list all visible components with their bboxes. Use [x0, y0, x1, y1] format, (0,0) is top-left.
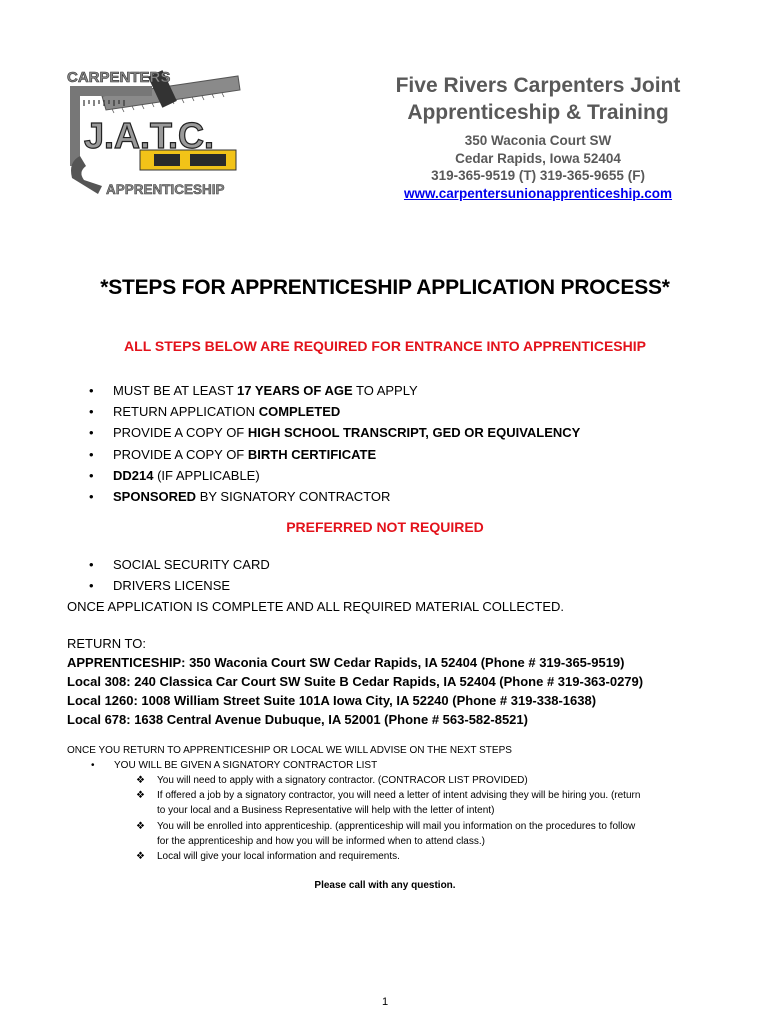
logo-main-text: J.A.T.C.: [84, 115, 215, 156]
diamond-bullet-icon: ❖: [136, 790, 145, 801]
organization-info: [382, 72, 694, 202]
diamond-bullet-icon: ❖: [136, 775, 145, 786]
org-name-line2: Apprenticeship & Training: [407, 101, 669, 124]
list-item: • MUST BE AT LEAST 17 YEARS OF AGE TO APPLY: [86, 380, 580, 401]
list-item: • PROVIDE A COPY OF BIRTH CERTIFICATE: [86, 444, 580, 465]
jatc-logo: [62, 66, 242, 200]
required-heading: ALL STEPS BELOW ARE REQUIRED FOR ENTRANCE INTO APPRENTICESHIP: [124, 338, 646, 354]
location-local-1260: Local 1260: 1008 William Street Suite 101A Iowa City, IA 52240 (Phone # 319-338-1638): [67, 693, 597, 708]
document-page: CARPENTERS J.A.T.C. APPRENTICESHIP Five Rivers Carpenters Joint Apprenticeship & Training 350 Waconia Court SW Cedar Rapids, Iowa 52404 319-365-9519 (T) 319-365-9655 (F) www.carpentersunionapprenticeship.com *STEPS FOR APPRENTICESHIP APPLICATION PROCESS* ALL STEPS BELOW ARE REQUIRED FOR ENTRANCE INTO APPRENTICESHIP • MUST BE AT LEAST 17 YEARS OF AGE TO APPLY • RETURN APPLICATION COMPLETED • PROVIDE A COPY OF HIGH SCHOOL TRANSCRIPT, GED OR EQUIVALENCY • PROVIDE A COPY OF BIRTH CERTIFICATE • DD214 (IF APPLICABLE) • SPONSORED BY SIGNATORY CONTRACTOR PREFERRED NOT REQUIRED • SOCIAL SECURITY CARD • DRIVERS LICENSE ONCE APPLICATION IS COMPLETE AND ALL REQUIRED MATERIAL COLLECTED. RETURN TO: APPRENTICESHIP: 350 Waconia Court SW Cedar Rapids, IA 52404 (Phone # 319-365-9519) Local 308: 240 Classica Car Court SW Suite B Cedar Rapids, IA 52404 (Phone # 319-363-0279) Local 1260: 1008 William Street Suite 101A Iowa City, IA 52240 (Phone # 319-338-1638) Local 678: 1638 Central Avenue Dubuque, IA 52001 (Phone # 563-582-8521) ONCE YOU RETURN TO APPRENTICESHIP OR LOCAL WE WILL ADVISE ON THE NEXT STEPS • YOU WILL BE GIVEN A SIGNATORY CONTRACTOR LIST ❖ You will need to apply with a signatory contractor. (CONTRACOR LIST PROVIDED) ❖ If offered a job by a signatory contractor, you will need a letter of intent advising they will be hiring you. (return to your local and a Business Representative will help with the letter of intent) ❖ You will be enrolled into apprenticeship. (apprenticeship will mail you information on the procedures to follow for the apprenticeship and how you will be informed when to attend class.) ❖ Local will give your local information and requirements. Please call with any question. 1: [0, 0, 770, 1024]
location-local-308: Local 308: 240 Classica Car Court SW Suite B Cedar Rapids, IA 52404 (Phone # 319-363-0279): [67, 674, 644, 689]
required-list: [86, 380, 580, 507]
list-item: • PROVIDE A COPY OF HIGH SCHOOL TRANSCRIPT, GED OR EQUIVALENCY: [86, 422, 580, 443]
bullet-icon: •: [91, 760, 95, 771]
list-item: • SOCIAL SECURITY CARD: [86, 554, 270, 575]
website-link[interactable]: www.carpentersunionapprenticeship.com: [403, 185, 673, 201]
preferred-heading: PREFERRED NOT REQUIRED: [286, 519, 484, 535]
list-item: • SPONSORED BY SIGNATORY CONTRACTOR: [86, 486, 580, 507]
list-item: • DRIVERS LICENSE: [86, 575, 270, 596]
once-complete-text: ONCE APPLICATION IS COMPLETE AND ALL REQUIRED MATERIAL COLLECTED.: [67, 599, 565, 614]
org-city: Cedar Rapids, Iowa 52404: [455, 150, 621, 166]
logo-top-text: CARPENTERS: [67, 69, 171, 86]
next-steps-intro: ONCE YOU RETURN TO APPRENTICESHIP OR LOCAL WE WILL ADVISE ON THE NEXT STEPS: [67, 745, 512, 756]
list-item: • RETURN APPLICATION COMPLETED: [86, 401, 580, 422]
logo-bottom-text: APPRENTICESHIP: [106, 182, 225, 197]
document-title: *STEPS FOR APPRENTICESHIP APPLICATION PROCESS*: [100, 276, 670, 299]
org-name-line1: Five Rivers Carpenters Joint: [395, 74, 681, 97]
location-local-678: Local 678: 1638 Central Avenue Dubuque, IA 52001 (Phone # 563-582-8521): [67, 712, 528, 727]
closing-note: Please call with any question.: [314, 880, 456, 891]
diamond-bullet-icon: ❖: [136, 821, 145, 832]
list-item: • DD214 (IF APPLICABLE): [86, 465, 580, 486]
org-address: 350 Waconia Court SW: [464, 133, 612, 148]
org-phones: 319-365-9519 (T) 319-365-9655 (F): [431, 168, 645, 183]
page-number: 1: [381, 996, 389, 1008]
return-to-label: RETURN TO:: [67, 636, 146, 651]
preferred-list: [86, 554, 270, 596]
diamond-bullet-icon: ❖: [136, 851, 145, 862]
location-apprenticeship: APPRENTICESHIP: 350 Waconia Court SW Cedar Rapids, IA 52404 (Phone # 319-365-9519): [67, 655, 625, 670]
